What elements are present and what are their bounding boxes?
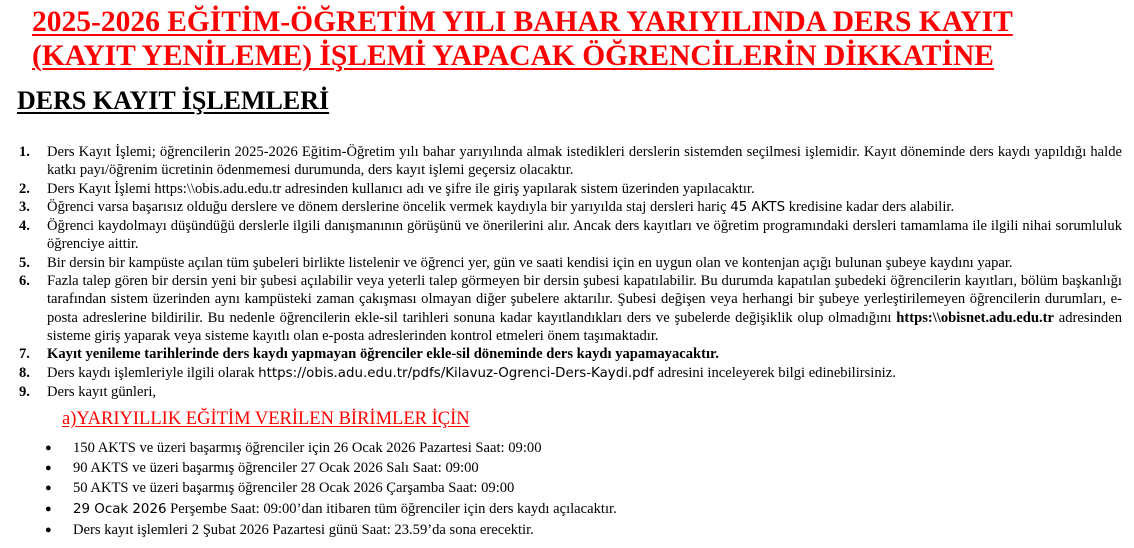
bullet-icon: ● <box>45 482 52 495</box>
obisnet-link[interactable]: https:\\obisnet.adu.edu.tr <box>896 309 1054 326</box>
list-item <box>0 478 617 498</box>
list-item <box>0 217 1122 254</box>
list-item-text-end: adresini inceleyerek bilgi edinebilirsiniz. <box>653 364 896 381</box>
section-heading: DERS KAYIT İŞLEMLERİ <box>17 86 330 115</box>
akts-limit: 45 AKTS <box>730 199 786 215</box>
list-item-number: 5. <box>19 254 30 271</box>
list-item <box>0 520 617 540</box>
list-item-number: 2. <box>19 180 30 197</box>
date-item-text: 150 AKTS ve üzeri başarmış öğrenciler için 26 Ocak 2026 Pazartesi Saat: 09:00 <box>73 440 542 456</box>
date-item-text: 90 AKTS ve üzeri başarmış öğrenciler 27 Ocak 2026 Salı Saat: 09:00 <box>73 460 479 477</box>
list-item <box>0 198 1122 217</box>
list-item-number: 9. <box>19 383 30 400</box>
list-item-text: Ders Kayıt İşlemi; öğrencilerin 2025-2026 Eğitim-Öğretim yılı bahar yarıyılında almak istedikleri derslerin sistemden seçilmesi işlemidir. Kayıt döneminde ders kaydı yapıldığı halde katkı payı/öğrenim ücretinin ödenmemesi durumunda, ders kayıt işlemi geçersiz olacaktır. <box>47 144 1122 179</box>
list-item-text-end: adresinden sisteme giriş yaparak veya sisteme kayıtlı olan e-posta adreslerinden kontrol etmeleri önem taşımaktadır. <box>47 309 1122 344</box>
list-item <box>0 345 1122 363</box>
bullet-icon: ● <box>45 462 52 475</box>
page-title-line-2: (KAYIT YENİLEME) İŞLEMİ YAPACAK ÖĞRENCİLERİN DİKKATİNE <box>32 40 994 72</box>
bullet-icon: ● <box>45 502 52 515</box>
list-item <box>0 438 617 458</box>
date-item-text: Perşembe Saat: 09:00’dan itibaren tüm öğrenciler için ders kaydı açılacaktır. <box>166 500 617 517</box>
list-item <box>0 458 617 478</box>
date-item-text: 50 AKTS ve üzeri başarmış öğrenciler 28 Ocak 2026 Çarşamba Saat: 09:00 <box>73 480 515 497</box>
list-item-number: 4. <box>19 218 30 235</box>
registration-dates-list <box>0 438 617 540</box>
list-item-text: Öğrenci kaydolmayı düşündüğü derslerle ilgili danışmanının görüşünü ve önerilerini alır. Ancak ders kayıtları ve öğretim programındaki dersleri tamamlama ile ilgili nihai sorumluluk öğrenciye aittir. <box>47 218 1122 253</box>
list-item-text: Kayıt yenileme tarihlerinde ders kaydı yapmayan öğrenciler ekle-sil döneminde ders kaydı yapamayacaktır. <box>47 346 719 363</box>
page-title <box>32 6 1122 74</box>
date-item-date: 29 Ocak 2026 <box>73 501 167 517</box>
list-item-number: 6. <box>19 273 30 290</box>
subsection-heading: a)YARIYILLIK EĞİTİM VERİLEN BİRİMLER İÇİN <box>62 409 470 429</box>
list-item-number: 7. <box>19 346 30 363</box>
list-item <box>0 272 1122 345</box>
bullet-icon: ● <box>45 442 52 454</box>
list-item <box>0 383 1122 401</box>
list-item <box>0 143 1122 180</box>
list-item-text: Öğrenci varsa başarısız olduğu derslere ve dönem derslerine öncelik vermek kaydıyla bir yarıyılda staj dersleri hariç <box>47 198 731 215</box>
date-item-text: Ders kayıt işlemleri 2 Şubat 2026 Pazartesi günü Saat: 23.59’da sona erecektir. <box>73 521 534 538</box>
list-item <box>0 499 617 520</box>
list-item <box>0 180 1122 198</box>
list-item <box>0 364 1122 383</box>
list-item-text: Ders Kayıt İşlemi https:\\obis.adu.edu.tr adresinden kullanıcı adı ve şifre ile giriş yapılarak sistem üzerinden yapılacaktır. <box>47 180 755 197</box>
list-item-text: Bir dersin bir kampüste açılan tüm şubeleri birlikte listelenir ve öğrenci yer, gün ve saati kendisi için en uygun olan ve kontenjan açığı bulunan şubeye kaydını yapar. <box>47 254 1013 271</box>
bullet-icon: ● <box>45 523 52 536</box>
list-item-number: 8. <box>19 364 30 381</box>
list-item-text: Ders kayıt günleri, <box>47 383 157 400</box>
list-item-text: Ders kaydı işlemleriyle ilgili olarak <box>47 364 259 381</box>
list-item <box>0 254 1122 272</box>
guide-pdf-link[interactable]: https://obis.adu.edu.tr/pdfs/Kilavuz-Ogrenci-Ders-Kaydi.pdf <box>258 365 654 381</box>
rules-list <box>0 143 1122 401</box>
list-item-text: Fazla talep gören bir dersin yeni bir şubesi açılabilir veya yeterli talep görmeyen bir dersin şubesi kapatılabilir. Bu durumda kapatılan şubedeki öğrencilerin kayıtları, bölüm başkanlığı tarafından sistem üzerinden aynı kampüsteki zaman çakışması olmayan diğer şubelere aktarılır. Şubesi değişen veya herhangi bir şubeye yerleştirilemeyen öğrencilerin durumları, e-posta adreslerine bildirilir. Bu nedenle öğrencilerin ekle-sil tarihleri sonuna kadar kayıtlandıkları ders ve şubelerde değişiklik olup olmadığını <box>47 273 1122 326</box>
page-title-line-1: 2025-2026 EĞİTİM-ÖĞRETİM YILI BAHAR YARIYILINDA DERS KAYIT <box>32 6 1013 38</box>
list-item-number: 3. <box>19 198 30 215</box>
list-item-text-end: kredisine kadar ders alabilir. <box>785 198 955 215</box>
list-item-number: 1. <box>19 144 30 160</box>
